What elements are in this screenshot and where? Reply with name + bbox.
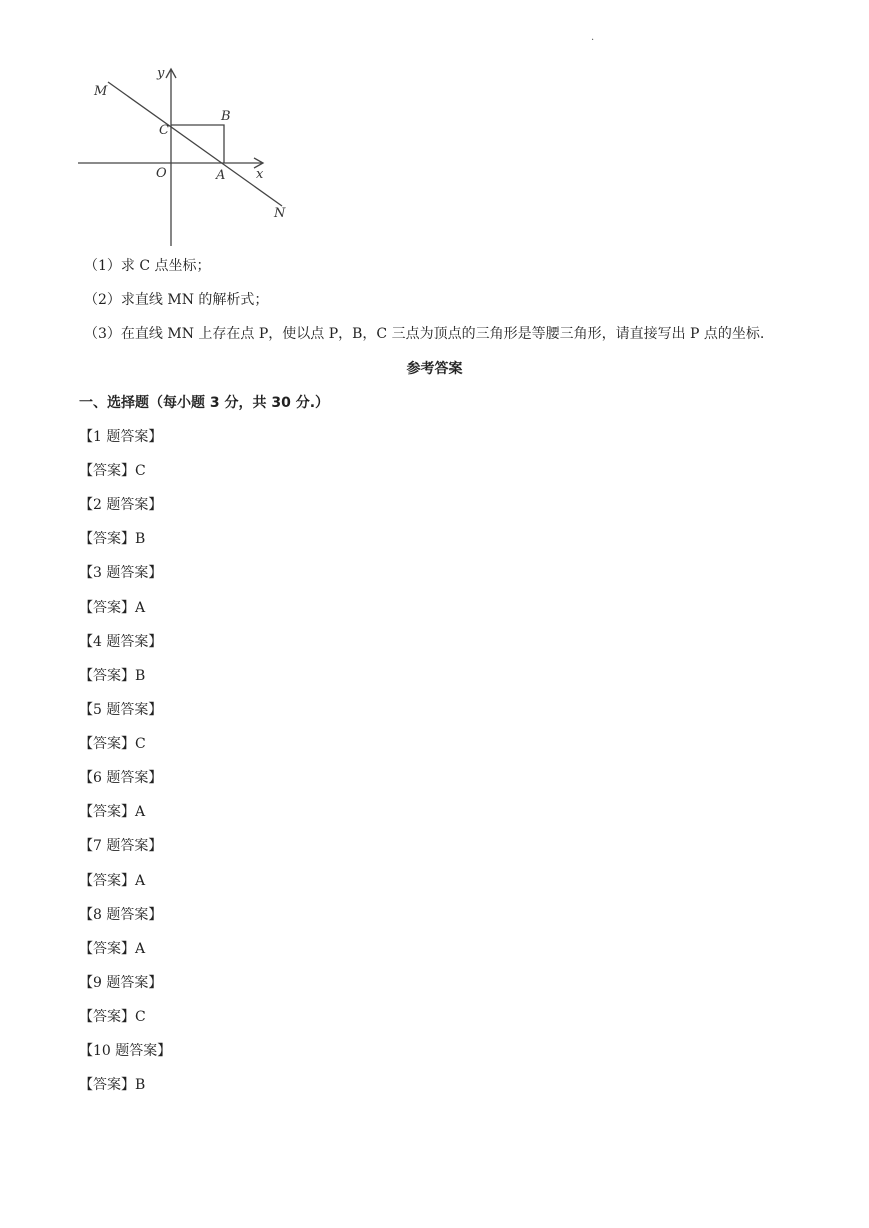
answer-label: 【9 题答案】 xyxy=(79,975,163,991)
question-1: （1）求 C 点坐标； xyxy=(84,258,211,274)
answer-label: 【5 题答案】 xyxy=(79,702,163,718)
label-c: C xyxy=(159,123,169,138)
coordinate-figure xyxy=(70,60,300,250)
answer-value: 【答案】A xyxy=(79,804,146,820)
section-title: 一、选择题（每小题 3 分，共 30 分.） xyxy=(79,395,330,411)
answer-label: 【4 题答案】 xyxy=(79,634,163,650)
line-mn xyxy=(108,82,282,206)
label-o: O xyxy=(156,166,167,181)
label-a: A xyxy=(216,168,226,183)
answers-title: 参考答案 xyxy=(406,361,463,377)
label-y: y xyxy=(157,66,165,81)
label-b: B xyxy=(221,109,231,124)
answer-label: 【7 题答案】 xyxy=(79,838,163,854)
coordinate-diagram xyxy=(70,60,300,250)
answer-value: 【答案】B xyxy=(79,531,146,547)
answer-label: 【3 题答案】 xyxy=(79,565,163,581)
answer-value: 【答案】B xyxy=(79,668,146,684)
answer-value: 【答案】B xyxy=(79,1077,146,1093)
answer-label: 【10 题答案】 xyxy=(79,1043,172,1059)
question-2: （2）求直线 MN 的解析式； xyxy=(84,292,269,308)
label-n: N xyxy=(274,206,286,221)
answer-value: 【答案】C xyxy=(79,1009,146,1025)
header-dot: . xyxy=(591,32,595,43)
answer-value: 【答案】A xyxy=(79,600,146,616)
label-m: M xyxy=(94,84,108,99)
answer-value: 【答案】A xyxy=(79,873,146,889)
answer-label: 【8 题答案】 xyxy=(79,907,163,923)
answer-value: 【答案】A xyxy=(79,941,146,957)
label-x: x xyxy=(256,167,264,182)
answer-label: 【2 题答案】 xyxy=(79,497,163,513)
answer-value: 【答案】C xyxy=(79,463,146,479)
answer-value: 【答案】C xyxy=(79,736,146,752)
answer-label: 【1 题答案】 xyxy=(79,429,163,445)
question-3: （3）在直线 MN 上存在点 P，使以点 P，B，C 三点为顶点的三角形是等腰三角形，请直接写出 P 点的坐标. xyxy=(84,326,765,342)
answer-label: 【6 题答案】 xyxy=(79,770,163,786)
segment-cba xyxy=(171,125,224,163)
